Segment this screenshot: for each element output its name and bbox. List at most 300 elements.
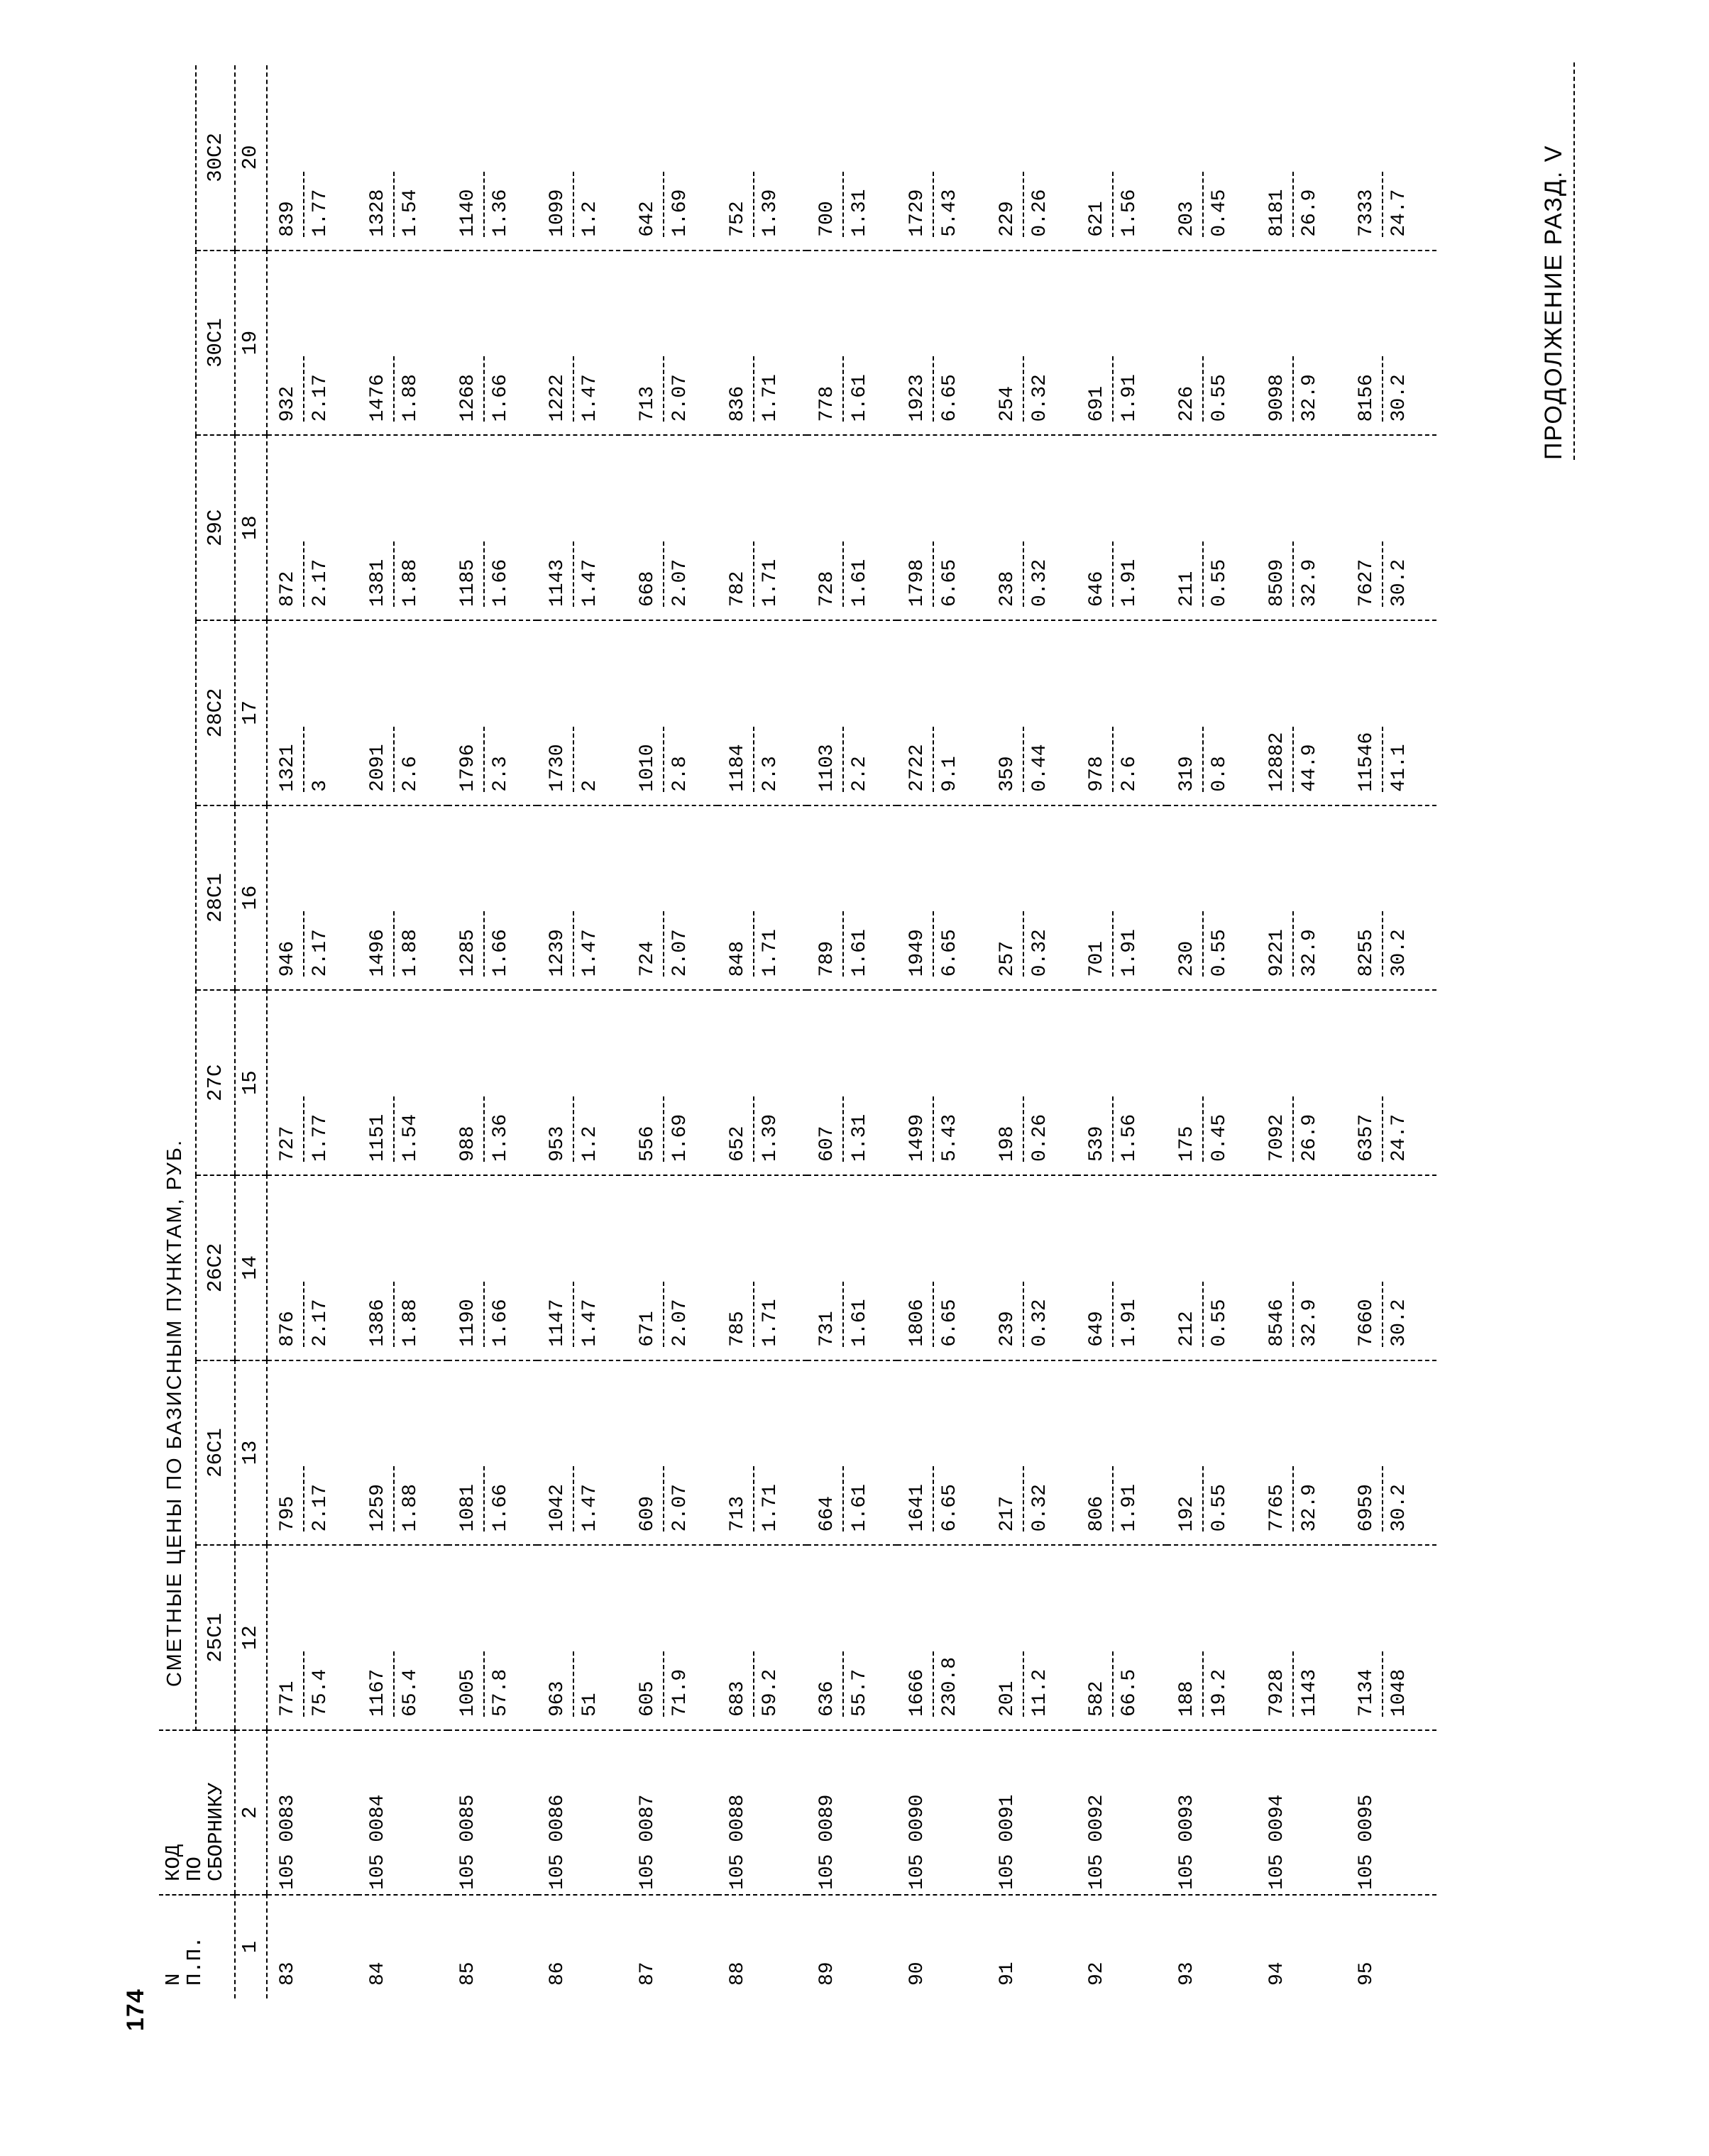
price-value: 946: [277, 940, 299, 977]
dashed-rule: [1202, 1651, 1204, 1717]
price-cell: [718, 620, 808, 805]
price-cell: [358, 435, 448, 620]
price-subvalue: 1.69: [669, 189, 692, 237]
price-value: 978: [1086, 756, 1109, 792]
code-cell: [448, 1730, 538, 1895]
price-cell: [267, 805, 358, 991]
price-value: 1081: [456, 1484, 479, 1532]
price-subvalue: 1143: [1298, 1668, 1321, 1717]
dashed-rule: [393, 1466, 395, 1531]
price-value: 782: [726, 571, 749, 607]
price-cell: [807, 1545, 897, 1730]
price-subvalue: 0.44: [1028, 744, 1051, 792]
price-cell: [897, 65, 987, 251]
price-subvalue: 2.3: [489, 756, 512, 792]
code-cell: [627, 1730, 718, 1895]
dashed-rule: [393, 1096, 395, 1162]
price-subvalue: 2.07: [669, 559, 692, 607]
price-value: 713: [637, 385, 659, 422]
price-cell: [897, 251, 987, 436]
price-value: 257: [996, 940, 1018, 977]
price-subvalue: 9.1: [939, 756, 961, 792]
price-value: 6357: [1356, 1113, 1378, 1162]
price-cell: [1257, 251, 1347, 436]
price-value: 731: [816, 1311, 839, 1347]
price-value: 1949: [906, 929, 928, 977]
price-value: 226: [1175, 385, 1198, 422]
column-number: 17: [235, 620, 267, 805]
dashed-rule: [753, 1466, 754, 1531]
price-subvalue: 0.32: [1028, 374, 1051, 422]
price-subvalue: 1.71: [759, 374, 781, 422]
dashed-rule: [483, 541, 485, 607]
price-cell: [987, 990, 1077, 1175]
dashed-rule: [1202, 172, 1204, 237]
price-cell: [718, 990, 808, 1175]
dashed-rule: [303, 1651, 304, 1717]
price-value: 201: [996, 1681, 1018, 1717]
code-cell: [1167, 1730, 1257, 1895]
page-number: 174: [122, 1989, 149, 2031]
price-cell: [718, 1360, 808, 1546]
dashed-rule: [1382, 356, 1383, 422]
price-value: 785: [726, 1311, 749, 1347]
item-code: 105 0095: [1356, 1794, 1378, 1890]
column-number: 1: [235, 1895, 267, 1998]
dashed-rule: [933, 172, 934, 237]
price-subvalue: 0.32: [1028, 929, 1051, 977]
dashed-rule: [1023, 541, 1024, 607]
dashed-rule: [663, 727, 664, 792]
price-value: 1185: [456, 559, 479, 607]
price-value: 988: [456, 1126, 479, 1162]
price-cell: [448, 435, 538, 620]
price-value: 701: [1086, 940, 1109, 977]
price-subvalue: 0.55: [1208, 1484, 1231, 1532]
price-cell: [448, 251, 538, 436]
price-value: 636: [816, 1681, 839, 1717]
price-value: 12882: [1265, 732, 1288, 792]
dashed-rule: [663, 1282, 664, 1347]
price-cell: [267, 251, 358, 436]
price-cell: [987, 65, 1077, 251]
price-subvalue: 2.07: [669, 929, 692, 977]
price-value: 1923: [906, 374, 928, 422]
price-cell: [1346, 805, 1436, 991]
price-cell: [1167, 1545, 1257, 1730]
price-cell: [1167, 251, 1257, 436]
item-code: 105 0089: [816, 1794, 839, 1890]
price-cell: [1346, 990, 1436, 1175]
dashed-rule: [933, 1651, 934, 1717]
np-column-header: N П.П.: [159, 1895, 235, 1998]
price-cell: [358, 1545, 448, 1730]
price-value: 211: [1175, 571, 1198, 607]
price-value: 1222: [546, 374, 569, 422]
price-subvalue: 1.39: [759, 189, 781, 237]
dashed-rule: [1292, 1466, 1294, 1531]
price-cell: [897, 620, 987, 805]
price-subvalue: 0.26: [1028, 189, 1051, 237]
price-value: 7134: [1356, 1668, 1378, 1717]
price-value: 7092: [1265, 1113, 1288, 1162]
price-cell: [1346, 1545, 1436, 1730]
dashed-rule: [753, 541, 754, 607]
price-cell: [267, 990, 358, 1175]
price-subvalue: 1.71: [759, 929, 781, 977]
price-value: 621: [1086, 201, 1109, 237]
price-value: 668: [637, 571, 659, 607]
dashed-rule: [483, 1096, 485, 1162]
price-cell: [987, 251, 1077, 436]
price-value: 1641: [906, 1484, 928, 1532]
dashed-rule: [303, 1466, 304, 1531]
dashed-rule: [1292, 1651, 1294, 1717]
dashed-rule: [303, 727, 304, 792]
price-value: 953: [546, 1126, 569, 1162]
dashed-rule: [753, 727, 754, 792]
dashed-rule: [1382, 1466, 1383, 1531]
price-value: 1010: [637, 744, 659, 792]
dashed-rule: [1202, 356, 1204, 422]
dashed-rule: [842, 1466, 844, 1531]
price-cell: [1077, 620, 1167, 805]
code-column-header: КОД ПО СБОРНИКУ: [159, 1730, 235, 1895]
price-subvalue: 65.4: [400, 1668, 422, 1717]
dashed-rule: [753, 1282, 754, 1347]
price-subvalue: 32.9: [1298, 929, 1321, 977]
dashed-rule: [1023, 727, 1024, 792]
price-cell: [1077, 1360, 1167, 1546]
row-number: 92: [1086, 1962, 1109, 1986]
price-cell: [537, 620, 627, 805]
price-subvalue: 1.88: [400, 929, 422, 977]
price-cell: [718, 1545, 808, 1730]
column-header: 28С1: [196, 805, 235, 991]
price-cell: [537, 1175, 627, 1360]
price-cell: [897, 1175, 987, 1360]
table-row: [627, 65, 718, 1998]
price-value: 642: [637, 201, 659, 237]
price-subvalue: 1.61: [849, 374, 872, 422]
price-cell: [1077, 435, 1167, 620]
price-subvalue: 1.61: [849, 1299, 872, 1347]
price-value: 359: [996, 756, 1018, 792]
price-subvalue: 1.66: [489, 374, 512, 422]
dashed-rule: [1202, 727, 1204, 792]
price-subvalue: 32.9: [1298, 1299, 1321, 1347]
price-value: 198: [996, 1126, 1018, 1162]
code-cell: [537, 1730, 627, 1895]
dashed-rule: [1382, 727, 1383, 792]
dashed-rule: [573, 1096, 574, 1162]
price-cell: [358, 1175, 448, 1360]
price-value: 839: [277, 201, 299, 237]
dashed-rule: [483, 727, 485, 792]
price-value: 9221: [1265, 929, 1288, 977]
price-subvalue: 30.2: [1388, 1299, 1411, 1347]
price-subvalue: 2.6: [400, 756, 422, 792]
column-header: 25С1: [196, 1545, 235, 1730]
price-cell: [1077, 65, 1167, 251]
price-value: 1103: [816, 744, 839, 792]
table-row: [267, 65, 358, 1998]
price-value: 727: [277, 1126, 299, 1162]
dashed-rule: [483, 356, 485, 422]
price-cell: [627, 435, 718, 620]
code-cell: [1077, 1730, 1167, 1895]
price-value: 217: [996, 1495, 1018, 1532]
price-subvalue: 1.71: [759, 1299, 781, 1347]
price-value: 175: [1175, 1126, 1198, 1162]
price-subvalue: 1.47: [579, 929, 602, 977]
price-subvalue: 1.47: [579, 374, 602, 422]
code-cell: [1257, 1730, 1347, 1895]
price-value: 6959: [1356, 1484, 1378, 1532]
price-subvalue: 30.2: [1388, 559, 1411, 607]
table-row: [1167, 65, 1257, 1998]
price-cell: [1077, 1545, 1167, 1730]
dashed-rule: [1112, 911, 1114, 977]
price-cell: [718, 435, 808, 620]
dashed-rule: [1202, 911, 1204, 977]
dashed-rule: [933, 1466, 934, 1531]
price-cell: [358, 251, 448, 436]
price-cell: [448, 1360, 538, 1546]
price-subvalue: 75.4: [309, 1668, 331, 1717]
price-value: 848: [726, 940, 749, 977]
row-number: 95: [1356, 1962, 1378, 1986]
table-row: [537, 65, 627, 1998]
price-value: 1666: [906, 1668, 928, 1717]
table-title: СМЕТНЫЕ ЦЕНЫ ПО БАЗИСНЫМ ПУНКТАМ, РУБ.: [159, 65, 196, 1730]
price-subvalue: 0.45: [1208, 189, 1231, 237]
dashed-rule: [842, 1096, 844, 1162]
price-subvalue: 2.17: [309, 559, 331, 607]
column-header: 29С: [196, 435, 235, 620]
price-subvalue: 1.91: [1119, 1299, 1141, 1347]
price-cell: [358, 805, 448, 991]
price-cell: [627, 620, 718, 805]
price-value: 539: [1086, 1126, 1109, 1162]
price-value: 605: [637, 1681, 659, 1717]
price-value: 1381: [367, 559, 390, 607]
price-cell: [1077, 251, 1167, 436]
price-cell: [1257, 805, 1347, 991]
row-number: 90: [906, 1962, 928, 1986]
dashed-rule: [1112, 1282, 1114, 1347]
price-subvalue: 6.65: [939, 374, 961, 422]
dashed-rule: [573, 541, 574, 607]
price-value: 1042: [546, 1484, 569, 1532]
column-header: 28С2: [196, 620, 235, 805]
price-value: 1321: [277, 744, 299, 792]
price-value: 254: [996, 385, 1018, 422]
price-cell: [897, 1360, 987, 1546]
price-cell: [807, 435, 897, 620]
price-subvalue: 30.2: [1388, 374, 1411, 422]
dashed-rule: [753, 172, 754, 237]
price-value: 8255: [1356, 929, 1378, 977]
dashed-rule: [933, 356, 934, 422]
price-value: 7333: [1356, 189, 1378, 237]
dashed-rule: [1292, 1282, 1294, 1347]
price-value: 1259: [367, 1484, 390, 1532]
price-cell: [1257, 1175, 1347, 1360]
price-cell: [807, 620, 897, 805]
price-value: 664: [816, 1495, 839, 1532]
dashed-rule: [393, 1651, 395, 1717]
price-cell: [358, 65, 448, 251]
price-subvalue: 1.2: [579, 201, 602, 237]
price-cell: [537, 251, 627, 436]
price-value: 728: [816, 571, 839, 607]
dashed-rule: [933, 727, 934, 792]
price-cell: [627, 251, 718, 436]
dashed-rule: [1023, 1466, 1024, 1531]
price-subvalue: 1.91: [1119, 1484, 1141, 1532]
dashed-rule: [483, 911, 485, 977]
price-cell: [1167, 435, 1257, 620]
dashed-rule: [1112, 1466, 1114, 1531]
item-code: 105 0084: [367, 1794, 390, 1890]
dashed-rule: [1112, 1096, 1114, 1162]
price-value: 11546: [1356, 732, 1378, 792]
price-value: 683: [726, 1681, 749, 1717]
price-value: 607: [816, 1126, 839, 1162]
code-cell: [718, 1730, 808, 1895]
row-number: 85: [456, 1962, 479, 1986]
price-cell: [897, 1545, 987, 1730]
dashed-rule: [573, 356, 574, 422]
price-cell: [627, 990, 718, 1175]
price-cell: [448, 1545, 538, 1730]
price-subvalue: 2.07: [669, 374, 692, 422]
price-subvalue: 11.2: [1028, 1668, 1051, 1717]
price-value: 556: [637, 1126, 659, 1162]
price-subvalue: 1.47: [579, 1299, 602, 1347]
price-cell: [267, 1545, 358, 1730]
table-row: [1346, 65, 1436, 1998]
row-number: 87: [637, 1962, 659, 1986]
price-cell: [1346, 1175, 1436, 1360]
price-subvalue: 2.07: [669, 1484, 692, 1532]
item-code: 105 0087: [637, 1794, 659, 1890]
price-cell: [807, 1360, 897, 1546]
column-header: 27С: [196, 990, 235, 1175]
row-number-cell: [267, 1895, 358, 1998]
price-value: 203: [1175, 201, 1198, 237]
price-value: 1730: [546, 744, 569, 792]
price-cell: [1167, 805, 1257, 991]
price-subvalue: 44.9: [1298, 744, 1321, 792]
price-value: 713: [726, 1495, 749, 1532]
price-subvalue: 0.32: [1028, 1299, 1051, 1347]
price-value: 7765: [1265, 1484, 1288, 1532]
dashed-rule: [933, 1282, 934, 1347]
code-cell: [897, 1730, 987, 1895]
price-subvalue: 55.7: [849, 1668, 872, 1717]
item-code: 105 0083: [277, 1794, 299, 1890]
price-subvalue: 6.65: [939, 1484, 961, 1532]
price-value: 1151: [367, 1113, 390, 1162]
price-subvalue: 3: [309, 779, 331, 792]
column-number: 13: [235, 1360, 267, 1546]
item-code: 105 0094: [1265, 1794, 1288, 1890]
column-header: 26С1: [196, 1360, 235, 1546]
price-value: 1239: [546, 929, 569, 977]
item-code: 105 0085: [456, 1794, 479, 1890]
price-value: 789: [816, 940, 839, 977]
price-cell: [807, 1175, 897, 1360]
row-number-cell: [448, 1895, 538, 1998]
price-value: 212: [1175, 1311, 1198, 1347]
price-subvalue: 26.9: [1298, 189, 1321, 237]
price-subvalue: 0.55: [1208, 1299, 1231, 1347]
price-value: 691: [1086, 385, 1109, 422]
price-cell: [718, 251, 808, 436]
price-value: 9098: [1265, 374, 1288, 422]
row-number-cell: [1167, 1895, 1257, 1998]
price-cell: [627, 1545, 718, 1730]
dashed-rule: [393, 356, 395, 422]
table-row: [1257, 65, 1347, 1998]
item-code: 105 0093: [1175, 1794, 1198, 1890]
price-cell: [807, 805, 897, 991]
price-subvalue: 5.43: [939, 1113, 961, 1162]
row-number-cell: [807, 1895, 897, 1998]
price-value: 1099: [546, 189, 569, 237]
dashed-rule: [663, 1096, 664, 1162]
price-subvalue: 1.61: [849, 559, 872, 607]
price-value: 1190: [456, 1299, 479, 1347]
row-number: 93: [1175, 1962, 1198, 1986]
dashed-rule: [1023, 172, 1024, 237]
dashed-rule: [483, 1466, 485, 1531]
price-value: 724: [637, 940, 659, 977]
price-subvalue: 1.91: [1119, 559, 1141, 607]
row-number: 86: [546, 1962, 569, 1986]
price-value: 671: [637, 1311, 659, 1347]
table-row: [448, 65, 538, 1998]
price-value: 7928: [1265, 1668, 1288, 1717]
price-value: 876: [277, 1311, 299, 1347]
price-cell: [448, 805, 538, 991]
price-subvalue: 1.47: [579, 559, 602, 607]
price-value: 1806: [906, 1299, 928, 1347]
dashed-rule: [663, 1651, 664, 1717]
price-subvalue: 66.5: [1119, 1668, 1141, 1717]
column-header: 26С2: [196, 1175, 235, 1360]
price-value: 319: [1175, 756, 1198, 792]
price-subvalue: 26.9: [1298, 1113, 1321, 1162]
price-cell: [1257, 1360, 1347, 1546]
dashed-rule: [303, 541, 304, 607]
column-number: 2: [235, 1730, 267, 1895]
dashed-rule: [1292, 911, 1294, 977]
price-value: 1729: [906, 189, 928, 237]
price-cell: [448, 990, 538, 1175]
price-cell: [627, 1175, 718, 1360]
price-value: 609: [637, 1495, 659, 1532]
dashed-rule: [573, 727, 574, 792]
dashed-rule: [933, 911, 934, 977]
table-row: [358, 65, 448, 1998]
dashed-rule: [483, 1651, 485, 1717]
price-cell: [897, 805, 987, 991]
price-cell: [448, 65, 538, 251]
price-value: 1167: [367, 1668, 390, 1717]
